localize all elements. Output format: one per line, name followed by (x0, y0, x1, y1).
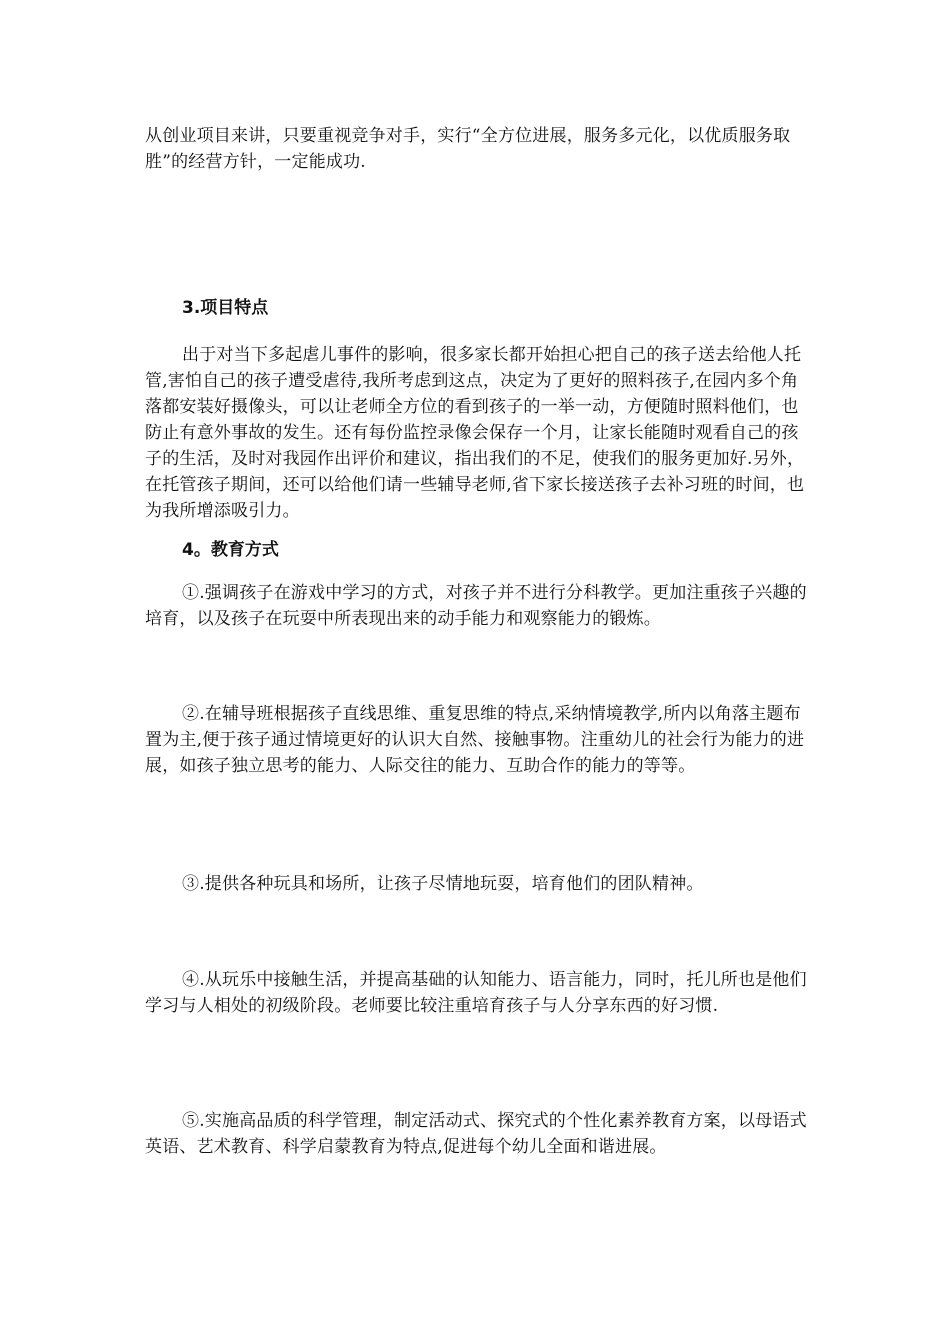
education-item-2: ②.在辅导班根据孩子直线思维、重复思维的特点,采纳情境教学,所内以角落主题布置为主,便于孩子通过情境更好的认识大自然、接触事物。注重幼儿的社会行为能力的进展，如孩子独立思考的能力、人际交往的能力、互助合作的能力的等等。 (145, 704, 805, 776)
education-item-1: ①.强调孩子在游戏中学习的方式，对孩子并不进行分科教学。更加注重孩子兴趣的培育，以及孩子在玩耍中所表现出来的动手能力和观察能力的锻炼。 (145, 583, 807, 629)
education-item-5: ⑤.实施高品质的科学管理，制定活动式、探究式的个性化素养教育方案，以母语式英语、艺术教育、科学启蒙教育为特点,促进每个幼儿全面和谐进展。 (145, 1111, 807, 1157)
education-item-3: ③.提供各种玩具和场所，让孩子尽情地玩耍，培育他们的团队精神。 (182, 874, 704, 894)
section-4-heading: 4。教育方式 (182, 540, 279, 560)
section-3-body: 出于对当下多起虐儿事件的影响，很多家长都开始担心把自己的孩子送去给他人托管,害怕自己的孩子遭受虐待,我所考虑到这点，决定为了更好的照料孩子,在园内多个角落都安装好摄像头，可以让老师全方位的看到孩子的一举一动，方便随时照料他们，也防止有意外事故的发生。还有每份监控录像会保存一个月，让家长能随时观看自己的孩子的生活，及时对我园作出评价和建议，指出我们的不足，使我们的服务更加好.另外，在托管孩子期间，还可以给他们请一些辅导老师,省下家长接送孩子去补习班的时间，也为我所增添吸引力。 (145, 345, 805, 521)
section-3-heading: 3.项目特点 (182, 298, 269, 318)
intro-paragraph: 从创业项目来讲，只要重视竞争对手，实行“全方位进展，服务多元化，以优质服务取胜”的经营方针，一定能成功. (145, 126, 791, 172)
education-item-4: ④.从玩乐中接触生活，并提高基础的认知能力、语言能力，同时，托儿所也是他们学习与人相处的初级阶段。老师要比较注重培育孩子与人分享东西的好习惯. (145, 970, 807, 1016)
